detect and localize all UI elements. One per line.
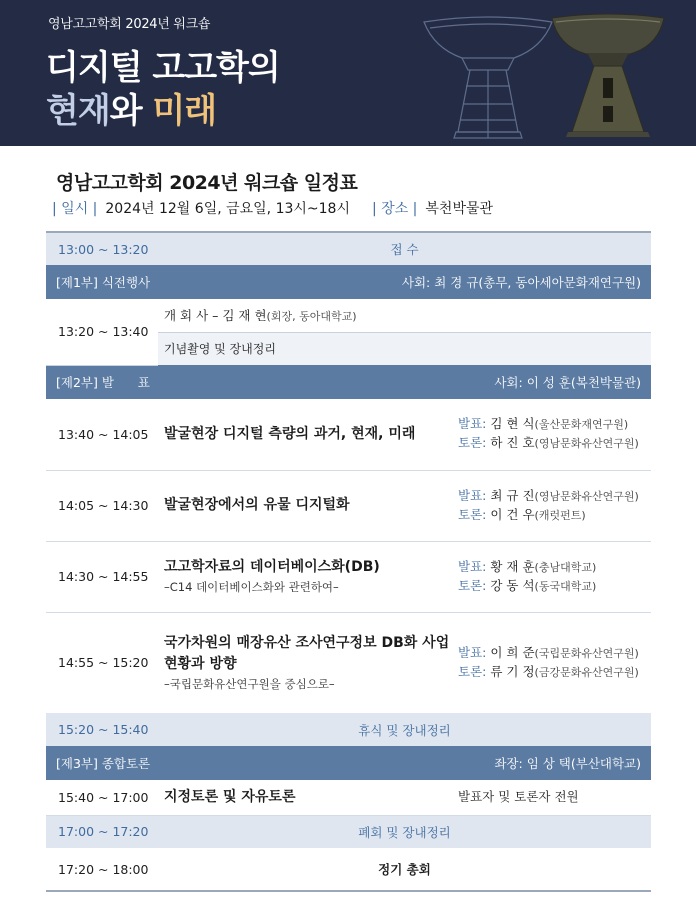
presenter-name: 이 희 준 xyxy=(490,644,535,660)
presenter-label: 발표: xyxy=(458,558,487,574)
discussant-name: 강 동 석 xyxy=(490,577,535,593)
row-time: 13:40 ~ 14:05 xyxy=(46,399,158,470)
row-label: 폐회 및 장내정리 xyxy=(158,815,651,848)
row-time: 15:20 ~ 15:40 xyxy=(46,713,158,746)
section-label: [제3부] 종합토론 xyxy=(56,756,151,771)
row-label: 접 수 xyxy=(158,232,651,265)
section-header xyxy=(46,746,651,780)
talk-title: 발굴현장 디지털 측량의 과거, 현재, 미래 xyxy=(164,425,416,442)
talk-subtitle: –국립문화유산연구원을 중심으로– xyxy=(164,676,335,691)
presenter-name: 최 규 진 xyxy=(490,487,535,503)
event-info xyxy=(52,198,515,218)
table-row xyxy=(46,815,651,848)
banner-title-future: 미래 xyxy=(152,91,217,131)
vessel-line-drawing xyxy=(418,8,558,140)
photo-session: 기념촬영 및 장내정리 xyxy=(158,332,651,365)
presenter-label: 발표: xyxy=(458,644,487,660)
discussant-name: 하 진 호 xyxy=(490,435,535,451)
page-title: 영남고고학회 2024년 워크숍 일정표 xyxy=(56,172,358,194)
discussant-name: 류 기 정 xyxy=(490,663,535,679)
discussant-org: (캐럿펀트) xyxy=(534,508,586,522)
table-row xyxy=(46,780,651,815)
date-label: | 일시 | xyxy=(52,201,98,217)
opening-speaker: 개 회 사 – 김 재 현 xyxy=(164,308,267,324)
row-time: 14:05 ~ 14:30 xyxy=(46,470,158,541)
discussant-org: (영남문화유산연구원) xyxy=(534,437,639,451)
row-label: 휴식 및 장내정리 xyxy=(158,713,651,746)
section-label: [제1부] 식전행사 xyxy=(56,275,151,290)
presenter-org: (영남문화유산연구원) xyxy=(534,489,639,503)
place-label: | 장소 | xyxy=(372,201,418,217)
discussant-org: (동국대학교) xyxy=(534,579,597,593)
row-time: 13:20 ~ 13:40 xyxy=(46,299,158,365)
discussant-label: 토론: xyxy=(458,577,487,593)
row-time: 14:55 ~ 15:20 xyxy=(58,655,149,671)
table-row xyxy=(46,713,651,746)
row-time: 15:40 ~ 17:00 xyxy=(46,780,158,815)
presenter-name: 김 현 식 xyxy=(490,416,535,432)
talk-title: 발굴현장에서의 유물 디지털화 xyxy=(164,497,350,513)
talk-people xyxy=(452,612,651,713)
talk-subtitle: –C14 데이터베이스화와 관련하여– xyxy=(164,580,339,594)
event-name: 영남고고학회 2024년 워크숍 xyxy=(48,17,211,32)
section-host: 사회: 최 경 규(총무, 동아세아문화재연구원) xyxy=(401,275,641,290)
table-row xyxy=(46,470,651,541)
row-time: 14:30 ~ 14:55 xyxy=(46,541,158,612)
discussion-title: 지정토론 및 자유토론 xyxy=(164,788,296,805)
presenter-org: (국립문화유산연구원) xyxy=(534,646,639,660)
section-header xyxy=(46,265,651,299)
header-banner xyxy=(0,0,696,146)
discussion-people: 발표자 및 토론자 전원 xyxy=(452,780,651,815)
section-header xyxy=(46,365,651,399)
presenter-label: 발표: xyxy=(458,487,487,503)
banner-title-and: 와 xyxy=(109,91,153,131)
vessel-photo xyxy=(548,12,668,138)
presenter-label: 발표: xyxy=(458,416,487,432)
assembly-label: 정기 총회 xyxy=(378,862,431,877)
row-time: 13:00 ~ 13:20 xyxy=(46,232,158,265)
opening-address xyxy=(158,299,651,332)
schedule-table xyxy=(46,231,651,892)
presenter-name: 황 재 훈 xyxy=(490,558,535,574)
banner-title-line2 xyxy=(46,83,216,132)
discussant-label: 토론: xyxy=(458,506,487,522)
place-value: 복천박물관 xyxy=(425,201,494,217)
discussant-label: 토론: xyxy=(458,435,487,451)
presenter-org: (충남대학교) xyxy=(534,560,597,574)
discussant-label: 토론: xyxy=(458,663,487,679)
section-host: 좌장: 임 상 택(부산대학교) xyxy=(494,756,641,771)
talk-title: 국가차원의 매장유산 조사연구정보 DB화 사업 현황과 방향 xyxy=(164,634,450,672)
table-row xyxy=(46,299,651,332)
opening-speaker-org: (회장, 동아대학교) xyxy=(266,310,357,324)
banner-title-line1: 디지털 고고학의 xyxy=(46,48,280,88)
date-value: 2024년 12월 6일, 금요일, 13시~18시 xyxy=(105,201,350,217)
table-row xyxy=(46,399,651,470)
row-time: 17:00 ~ 17:20 xyxy=(46,815,158,848)
presenter-org: (울산문화재연구원) xyxy=(534,418,629,432)
talk-people xyxy=(452,541,651,612)
talk-title: 고고학자료의 데이터베이스화(DB) xyxy=(164,559,380,575)
talk-people xyxy=(452,399,651,470)
discussant-org: (금강문화유산연구원) xyxy=(534,665,639,679)
banner-title-present: 현재 xyxy=(46,91,110,131)
table-row xyxy=(46,541,651,612)
talk-people xyxy=(452,470,651,541)
discussant-name: 이 건 우 xyxy=(490,506,535,522)
table-row xyxy=(46,232,651,265)
section-label: [제2부] 발 표 xyxy=(56,375,150,391)
table-row xyxy=(46,612,651,713)
section-host: 사회: 이 성 훈(복천박물관) xyxy=(494,375,641,391)
table-row xyxy=(46,848,651,891)
row-time: 17:20 ~ 18:00 xyxy=(58,861,149,877)
